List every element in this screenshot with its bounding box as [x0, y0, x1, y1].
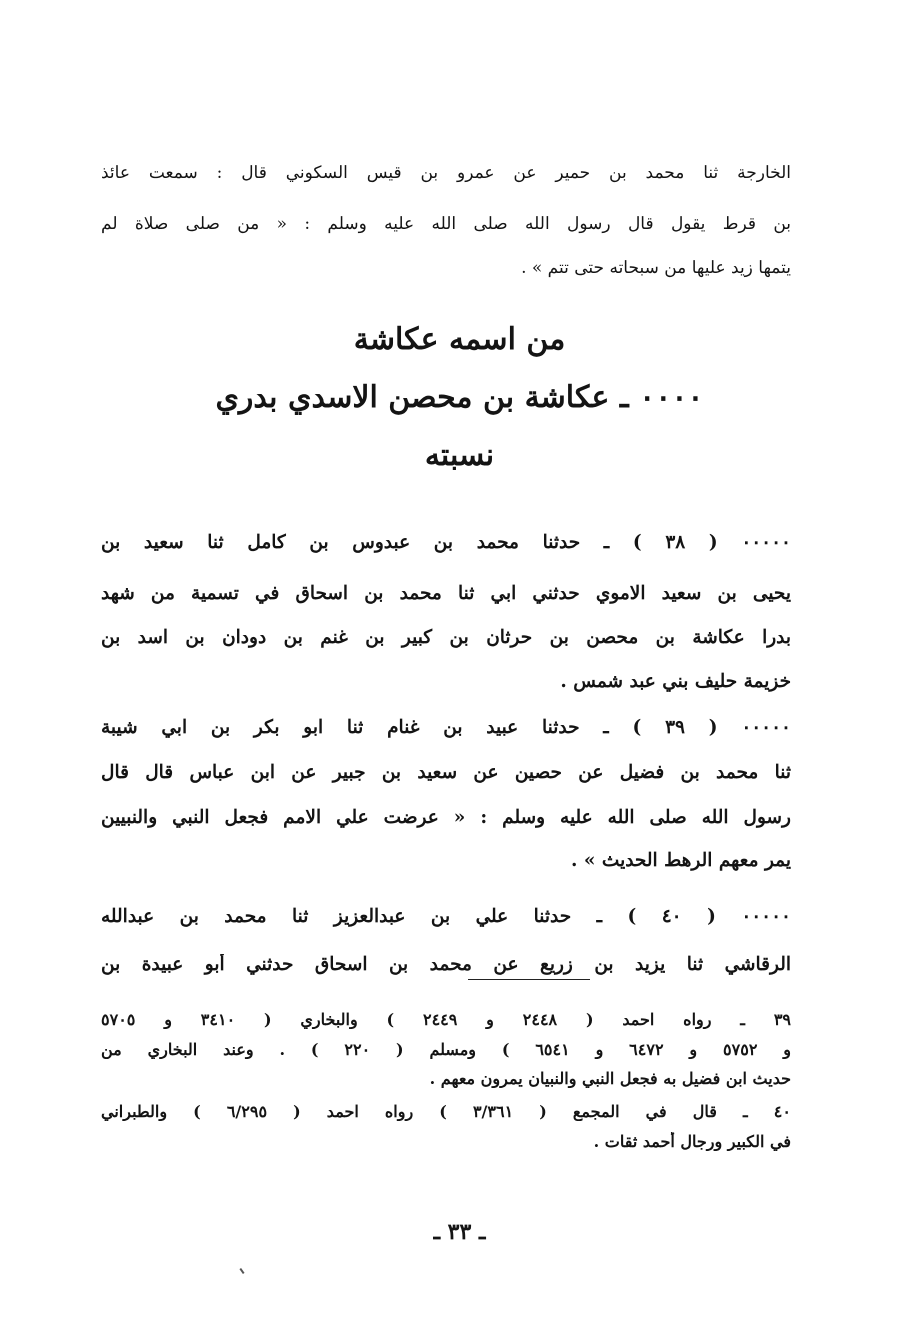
footnote-39-line-1: ٣٩ ـ رواه احمد ( ٢٤٤٨ و ٢٤٤٩ ) والبخاري ( ٣٤١٠ و ٥٧٠٥ [101, 1010, 791, 1029]
hadith-38-line-4: خزيمة حليف بني عبد شمس . [560, 671, 791, 692]
footnote-39-line-3: حديث ابن فضيل به فجعل النبي والنبيان يمرون معهم . [429, 1069, 791, 1088]
section-heading: من اسمه عكاشة [353, 322, 566, 357]
hadith-38-line-2: يحيى بن سعيد الاموي حدثني ابي ثنا محمد بن اسحاق في تسمية من شهد [101, 583, 791, 604]
footnote-40-line-1: ٤٠ ـ قال في المجمع ( ٣/٣٦١ ) رواه احمد ( ٦/٢٩٥ ) والطبراني [101, 1102, 791, 1121]
hadith-39-line-4: يمر معهم الرهط الحديث » . [571, 850, 791, 871]
footnote-40-line-2: في الكبير ورجال أحمد ثقات . [593, 1132, 791, 1151]
hadith-39-line-2: ثنا محمد بن فضيل عن حصين عن سعيد بن جبير عن ابن عباس قال قال [101, 762, 791, 783]
entry-title: ٠٠٠٠ ـ عكاشة بن محصن الاسدي بدري [215, 380, 704, 415]
hadith-38-line-1: ٠٠٠٠٠ ( ٣٨ ) ـ حدثنا محمد بن عبدوس بن كامل ثنا سعيد بن [101, 532, 791, 553]
hadith-39-line-3: رسول الله صلى الله عليه وسلم : « عرضت علي الامم فجعل النبي والنبيين [101, 807, 791, 828]
hadith-40-line-1: ٠٠٠٠٠ ( ٤٠ ) ـ حدثنا علي بن عبدالعزيز ثنا محمد بن عبدالله [101, 906, 791, 927]
subsection-heading: نسبته [424, 438, 495, 473]
hadith-39-line-1: ٠٠٠٠٠ ( ٣٩ ) ـ حدثنا عبيد بن غنام ثنا ابو بكر بن ابي شيبة [101, 717, 791, 738]
hadith-40-line-2: الرقاشي ثنا يزيد بن زريع عن محمد بن اسحاق حدثني أبو عبيدة بن [101, 954, 791, 975]
page-number: ـ ٣٣ ـ [433, 1219, 486, 1245]
intro-line-1: الخارجة ثنا محمد بن حمير عن عمرو بن قيس السكوني قال : سمعت عائذ [101, 163, 791, 183]
footnote-39-line-2: و ٥٧٥٢ و ٦٤٧٢ و ٦٥٤١ ) ومسلم ( ٢٢٠ ) . وعند البخاري من [101, 1040, 791, 1059]
scan-speck [239, 1268, 244, 1274]
intro-line-2: بن قرط يقول قال رسول الله صلى الله عليه وسلم : « من صلى صلاة لم [101, 214, 791, 234]
intro-line-3: يتمها زيد عليها من سبحاته حتى تتم » . [521, 258, 791, 278]
underline-mark [468, 979, 590, 980]
hadith-38-line-3: بدرا عكاشة بن محصن بن حرثان بن كبير بن غنم بن دودان بن اسد بن [101, 627, 791, 648]
